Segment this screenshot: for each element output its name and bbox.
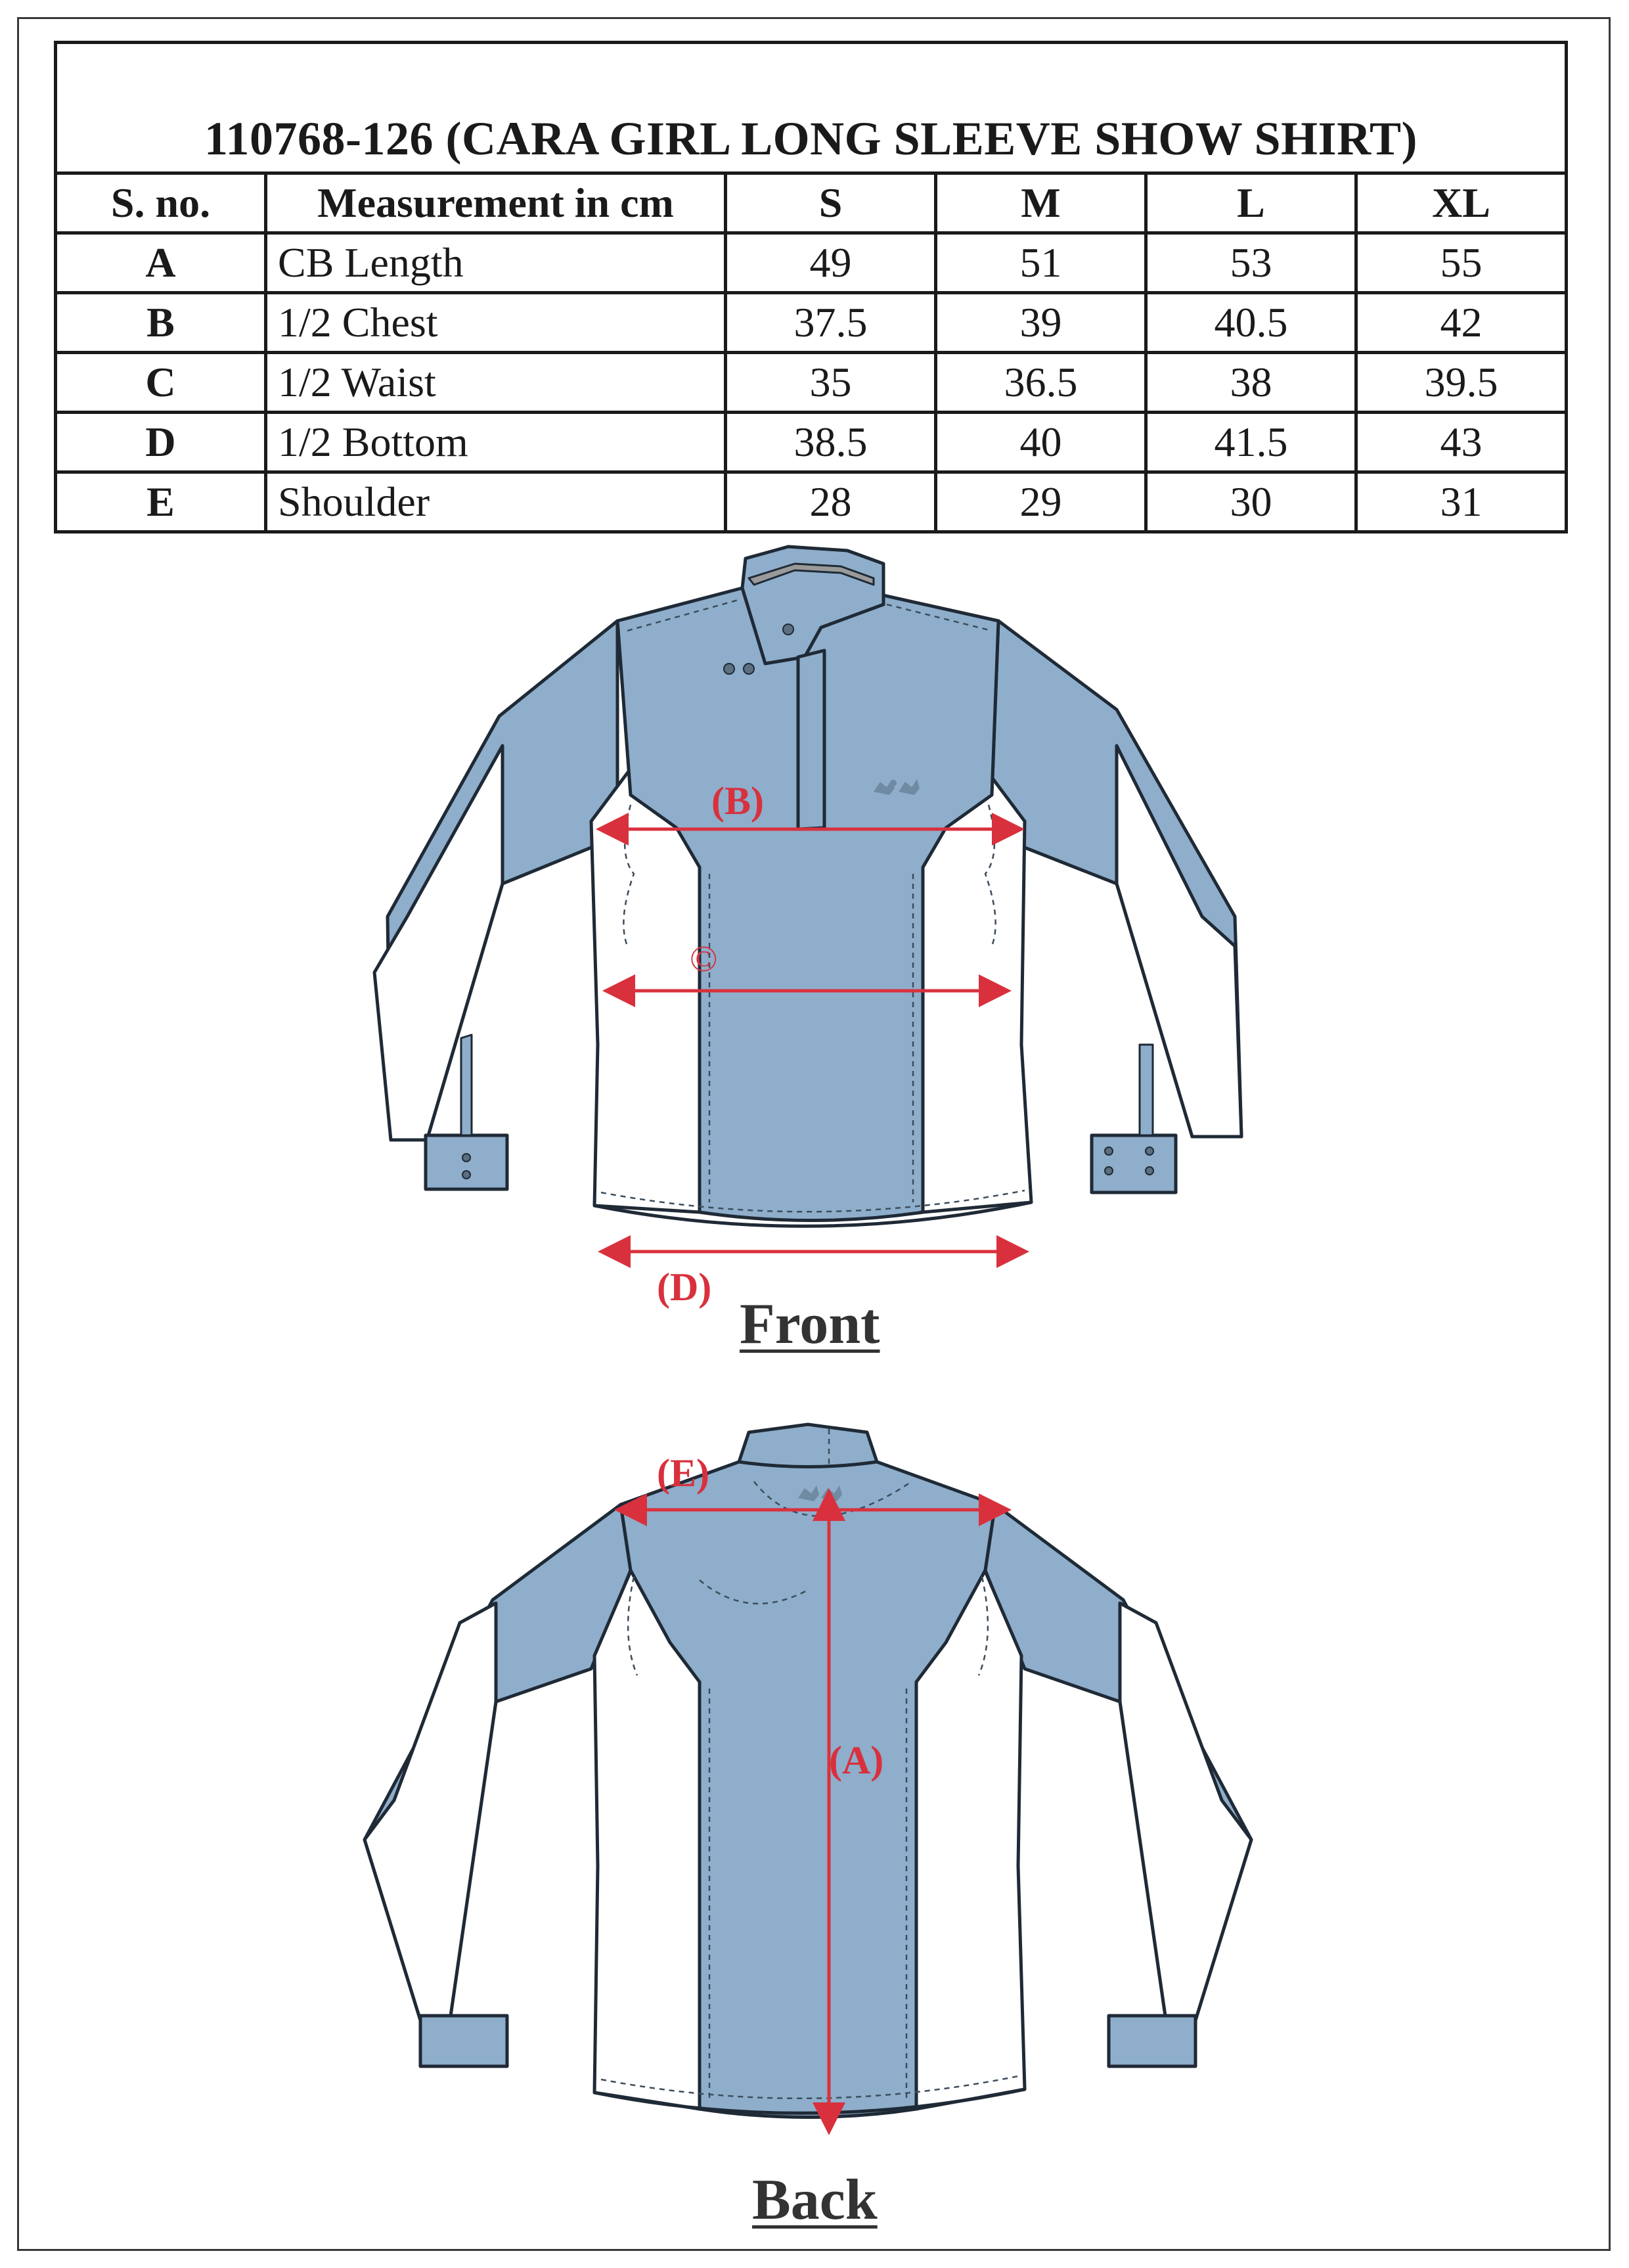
sleeve-placket — [461, 1035, 472, 1135]
header-size-m: M — [936, 173, 1146, 233]
front-right-cuff — [1092, 1135, 1176, 1192]
row-code: E — [56, 472, 266, 532]
value-m: 36.5 — [936, 353, 1146, 413]
header-measurement: Measurement in cm — [266, 173, 726, 233]
value-l: 38 — [1146, 353, 1356, 413]
row-name: 1/2 Bottom — [266, 413, 726, 472]
value-m: 51 — [936, 233, 1146, 293]
value-m: 40 — [936, 413, 1146, 472]
back-left-cuff — [420, 2016, 507, 2066]
front-view-label: Front — [740, 1292, 880, 1356]
value-s: 28 — [726, 472, 936, 532]
snap-icon — [1146, 1147, 1153, 1155]
value-s: 38.5 — [726, 413, 936, 472]
bottom-marker-label: (D) — [657, 1265, 712, 1309]
back-shirt-drawing — [365, 1424, 1251, 2118]
snap-icon — [744, 664, 754, 674]
front-shirt-drawing — [374, 547, 1241, 1226]
value-l: 40.5 — [1146, 293, 1356, 353]
value-l: 53 — [1146, 233, 1356, 293]
snap-icon — [1146, 1167, 1153, 1175]
back-left-sleeve-insert — [365, 1603, 496, 2020]
value-xl: 42 — [1356, 293, 1567, 353]
header-size-s: S — [726, 173, 936, 233]
row-name: CB Length — [266, 233, 726, 293]
front-placket — [798, 650, 824, 829]
row-code: A — [56, 233, 266, 293]
cb-length-marker-label: (A) — [829, 1738, 884, 1782]
snap-icon — [783, 624, 793, 635]
back-right-cuff — [1109, 2016, 1195, 2066]
value-s: 35 — [726, 353, 936, 413]
header-size-l: L — [1146, 173, 1356, 233]
value-m: 39 — [936, 293, 1146, 353]
snap-icon — [462, 1171, 470, 1179]
back-view-label: Back — [752, 2168, 878, 2232]
value-xl: 31 — [1356, 472, 1567, 532]
back-collar — [739, 1424, 877, 1467]
document-title: 110768-126 (CARA GIRL LONG SLEEVE SHOW SHIRT) — [56, 43, 1567, 173]
row-name: 1/2 Waist — [266, 353, 726, 413]
snap-icon — [462, 1154, 470, 1162]
snap-icon — [1105, 1167, 1113, 1175]
waist-marker-label: © — [690, 939, 718, 980]
value-xl: 39.5 — [1356, 353, 1567, 413]
back-right-sleeve-insert — [1120, 1603, 1251, 2020]
front-right-sleeve-insert — [1117, 746, 1241, 1137]
value-l: 30 — [1146, 472, 1356, 532]
row-code: D — [56, 413, 266, 472]
header-sno: S. no. — [56, 173, 266, 233]
row-name: Shoulder — [266, 472, 726, 532]
value-s: 37.5 — [726, 293, 936, 353]
header-size-xl: XL — [1356, 173, 1567, 233]
sleeve-placket — [1140, 1045, 1153, 1135]
value-xl: 55 — [1356, 233, 1567, 293]
row-code: B — [56, 293, 266, 353]
snap-icon — [724, 664, 734, 674]
snap-icon — [1105, 1147, 1113, 1155]
shoulder-marker-label: (E) — [657, 1451, 709, 1495]
value-m: 29 — [936, 472, 1146, 532]
front-left-sleeve-insert — [374, 746, 502, 1140]
chest-marker-label: (B) — [711, 779, 764, 823]
value-s: 49 — [726, 233, 936, 293]
row-code: C — [56, 353, 266, 413]
row-name: 1/2 Chest — [266, 293, 726, 353]
value-l: 41.5 — [1146, 413, 1356, 472]
value-xl: 43 — [1356, 413, 1567, 472]
